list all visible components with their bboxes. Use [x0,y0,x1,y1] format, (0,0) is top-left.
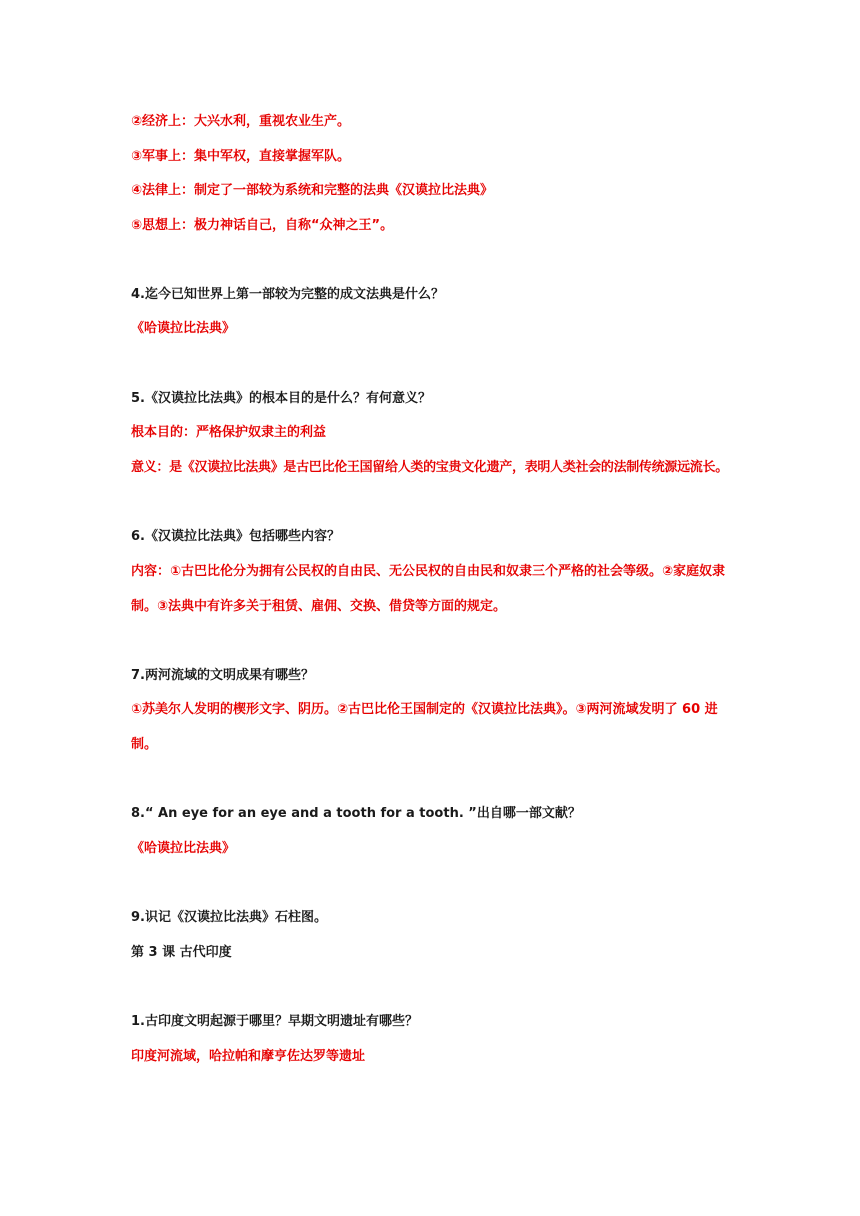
question-line: 6.《汉谟拉比法典》包括哪些内容？ [131,529,340,544]
answer-line: 印度河流域，哈拉帕和摩亨佐达罗等遗址 [131,1049,366,1064]
answer-line: 根本目的：严格保护奴隶主的利益 [131,425,327,440]
answer-line: 意义：是《汉谟拉比法典》是古巴比伦王国留给人类的宝贵文化遗产，表明人类社会的法制传统源远流长。 [131,460,728,475]
answer-line: ⑤思想上：极力神话自己，自称“众神之王”。 [131,218,394,233]
lesson-heading: 第 3 课 古代印度 [131,945,232,960]
answer-line: ①苏美尔人发明的楔形文字、阴历。②古巴比伦王国制定的《汉谟拉比法典》。③两河流域发明了 60 进 [131,702,718,717]
answer-line: 《哈谟拉比法典》 [131,321,236,336]
question-line: 9.识记《汉谟拉比法典》石柱图。 [131,910,327,925]
question-line: 8.“ An eye for an eye and a tooth for a tooth. ”出自哪一部文献？ [131,806,581,821]
question-line: 1.古印度文明起源于哪里？早期文明遗址有哪些？ [131,1014,418,1029]
answer-line: 内容：①古巴比伦分为拥有公民权的自由民、无公民权的自由民和奴隶三个严格的社会等级。②家庭奴隶 [131,564,726,579]
answer-line: ④法律上：制定了一部较为系统和完整的法典《汉谟拉比法典》 [131,183,494,198]
question-line: 4.迄今已知世界上第一部较为完整的成文法典是什么？ [131,287,444,302]
answer-line: ②经济上：大兴水利，重视农业生产。 [131,114,351,129]
answer-line: 制。③法典中有许多关于租赁、雇佣、交换、借贷等方面的规定。 [131,599,507,614]
question-line: 7.两河流域的文明成果有哪些？ [131,668,314,683]
answer-line: 制。 [131,737,158,752]
answer-line: 《哈谟拉比法典》 [131,841,236,856]
answer-line: ③军事上：集中军权，直接掌握军队。 [131,149,351,164]
question-line: 5.《汉谟拉比法典》的根本目的是什么？有何意义？ [131,391,431,406]
